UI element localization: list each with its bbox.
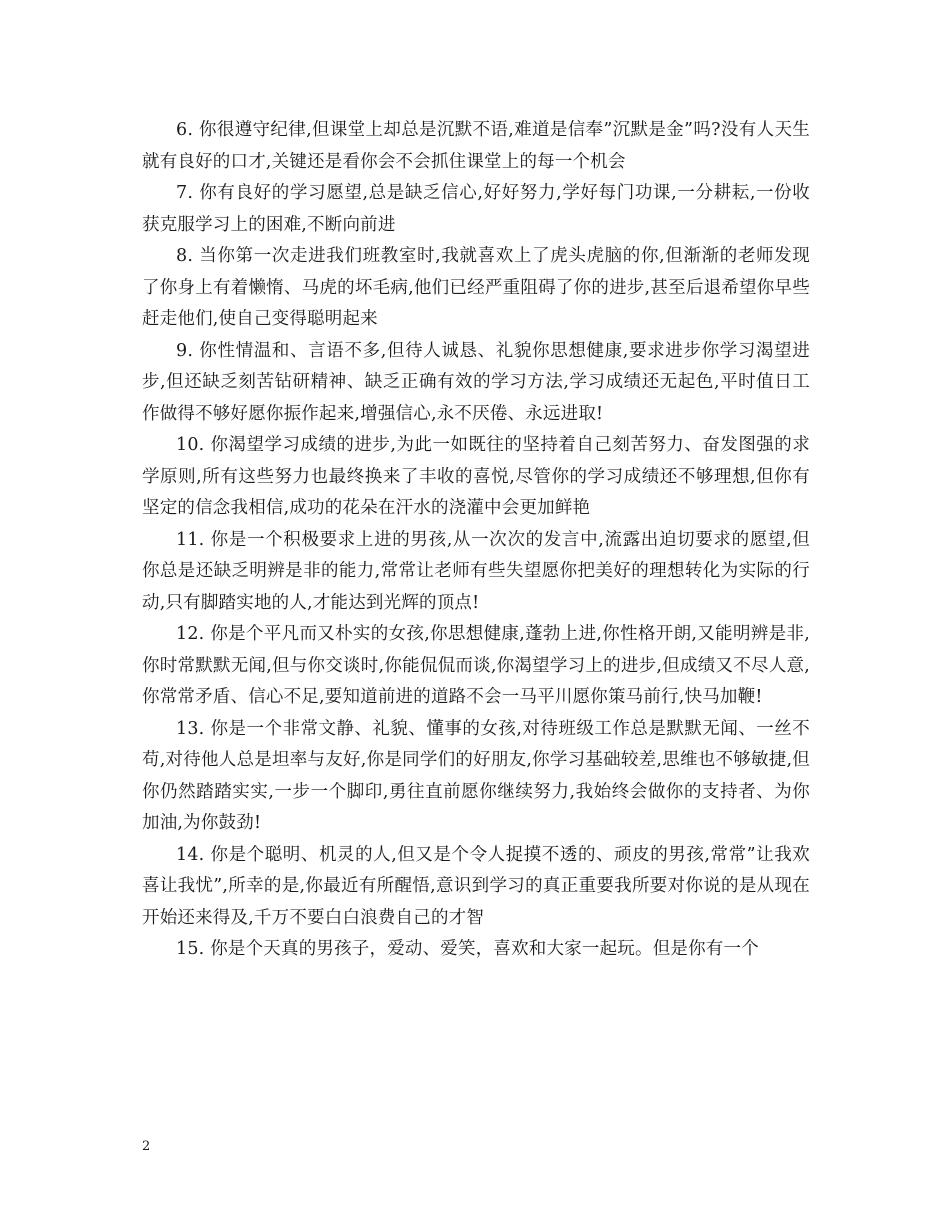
document-body (142, 115, 810, 966)
paragraph-comment-7: 7. 你有良好的学习愿望,总是缺乏信心,好好努力,学好每门功课,一分耕耘,一份收获克服学习上的困难,不断向前进 (142, 183, 810, 235)
paragraph-comment-10: 10. 你渴望学习成绩的进步,为此一如既往的坚持着自己刻苦努力、奋发图强的求学原则,所有这些努力也最终换来了丰收的喜悦,尽管你的学习成绩还不够理想,但你有坚定的信念我相信,成功的花朵在汗水的浇灌中会更加鲜艳 (142, 435, 810, 518)
paragraph-comment-11: 11. 你是一个积极要求上进的男孩,从一次次的发言中,流露出迫切要求的愿望,但你总是还缺乏明辨是非的能力,常常让老师有些失望愿你把美好的理想转化为实际的行动,只有脚踏实地的人,才能达到光辉的顶点! (142, 529, 810, 613)
paragraph-comment-9: 9. 你性情温和、言语不多,但待人诚恳、礼貌你思想健康,要求进步你学习渴望进步,但还缺乏刻苦钻研精神、缺乏正确有效的学习方法,学习成绩还无起色,平时值日工作做得不够好愿你振作起来,增强信心,永不厌倦、永远进取! (142, 340, 810, 424)
paragraph-comment-15: 15. 你是个天真的男孩子，爱动、爱笑，喜欢和大家一起玩。但是你有一个 (176, 939, 759, 959)
paragraph-comment-14: 14. 你是个聪明、机灵的人,但又是个令人捉摸不透的、顽皮的男孩,常常”让我欢喜让我忧”,所幸的是,你最近有所醒悟,意识到学习的真正重要我所要对你说的是从现在开始还来得及,千万不要白白浪费自己的才智 (142, 844, 810, 928)
paragraph-comment-13: 13. 你是一个非常文静、礼貌、懂事的女孩,对待班级工作总是默默无闻、一丝不苟,对待他人总是坦率与友好,你是同学们的好朋友,你学习基础较差,思维也不够敏捷,但你仍然踏踏实实,一步一个脚印,勇往直前愿你继续努力,我始终会做你的支持者、为你加油,为你鼓劲! (142, 718, 810, 833)
paragraph-comment-8: 8. 当你第一次走进我们班教室时,我就喜欢上了虎头虎脑的你,但渐渐的老师发现了你身上有着懒惰、马虎的坏毛病,他们已经严重阻碍了你的进步,甚至后退希望你早些赶走他们,使自己变得聪明起来 (142, 246, 810, 329)
page-number: 2 (142, 1139, 151, 1154)
paragraph-comment-12: 12. 你是个平凡而又朴实的女孩,你思想健康,蓬勃上进,你性格开朗,又能明辨是非,你时常默默无闻,但与你交谈时,你能侃侃而谈,你渴望学习上的进步,但成绩又不尽人意,你常常矛盾、信心不足,要知道前进的道路不会一马平川愿你策马前行,快马加鞭! (142, 624, 810, 707)
paragraph-comment-6: 6. 你很遵守纪律,但课堂上却总是沉默不语,难道是信奉”沉默是金”吗?没有人天生就有良好的口才,关键还是看你会不会抓住课堂上的每一个机会 (142, 120, 810, 172)
